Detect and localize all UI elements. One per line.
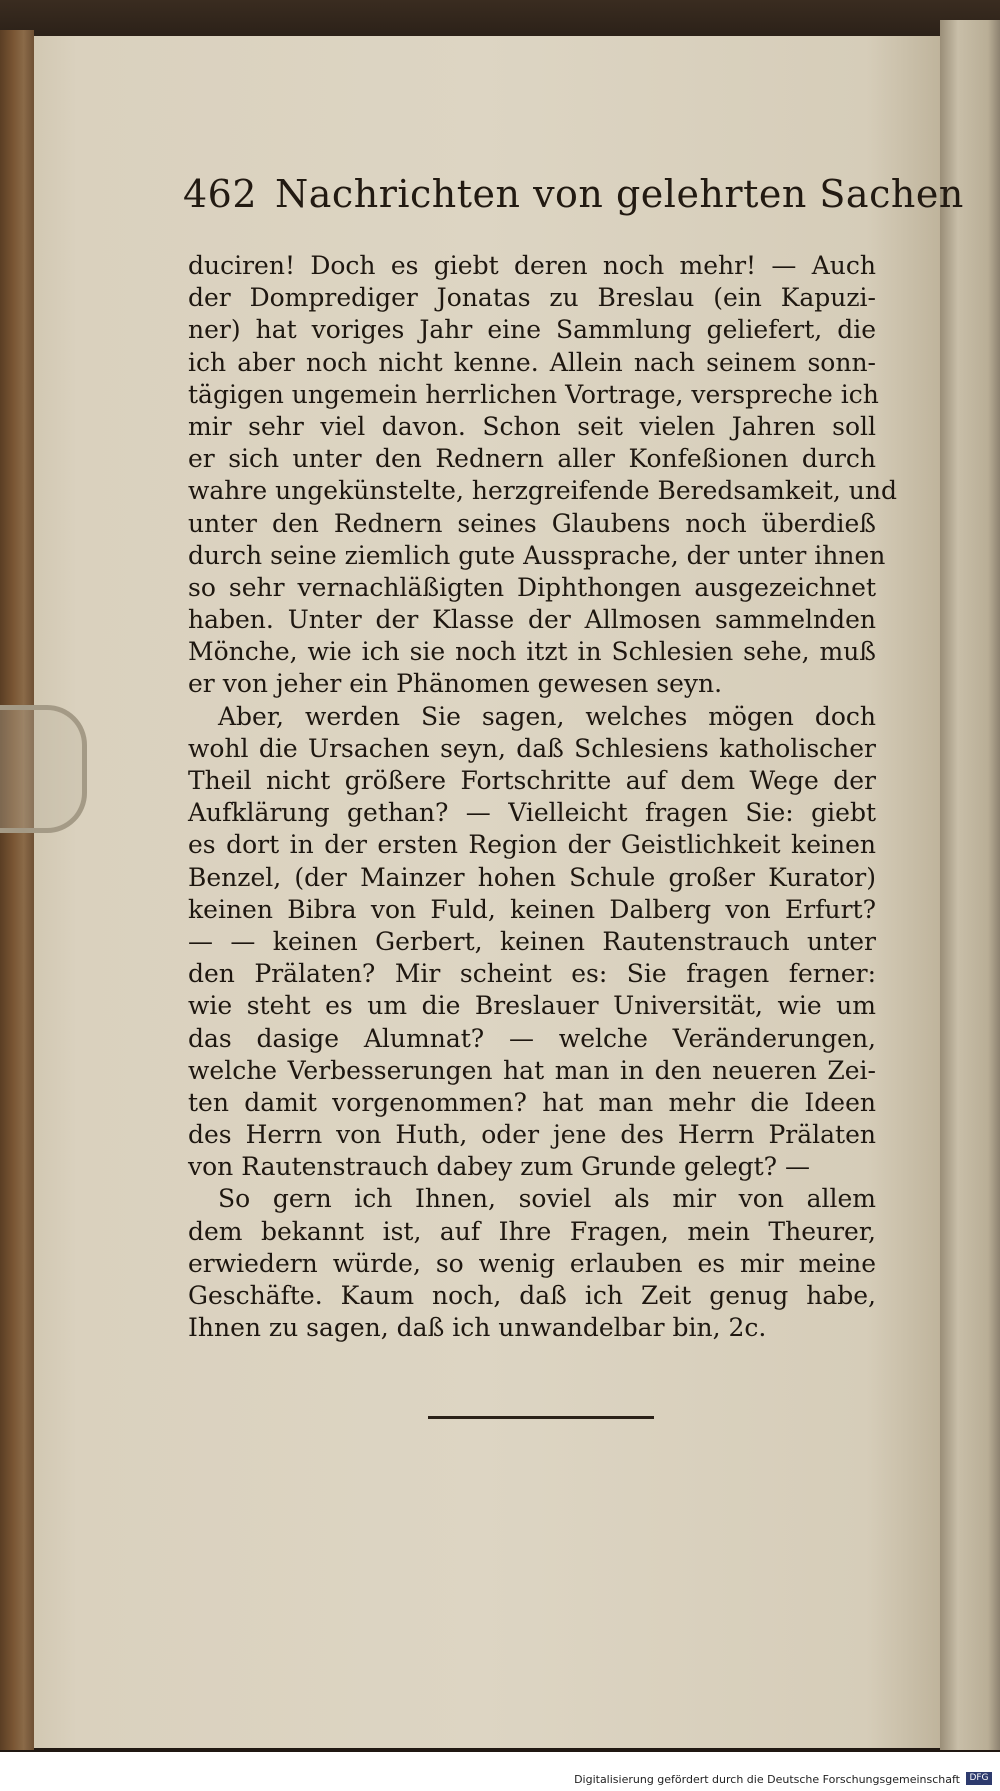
text-line: er von jeher ein Phänomen gewesen seyn. — [188, 669, 723, 699]
text-line: mir sehr viel davon. Schon seit vielen Jahren soll — [188, 411, 876, 441]
running-header — [183, 172, 964, 220]
text-line: so sehr vernachläßigten Diphthongen ausgezeichnet — [188, 572, 876, 602]
section-divider-rule — [428, 1416, 654, 1419]
text-line: duciren! Doch es giebt deren noch mehr! — Auch — [188, 251, 876, 280]
text-line: ich aber noch nicht kenne. Allein nach seinem sonn- — [188, 347, 876, 377]
book-clasp — [0, 705, 87, 833]
text-line: wie steht es um die Breslauer Universität, wie um — [188, 991, 876, 1021]
text-line: keinen Bibra von Fuld, keinen Dalberg von Erfurt? — [188, 894, 876, 924]
text-line: tägigen ungemein herrlichen Vortrage, verspreche ich — [188, 379, 879, 409]
text-line: Theil nicht größere Fortschritte auf dem Wege der — [188, 766, 876, 795]
text-line: unter den Rednern seines Glaubens noch überdieß — [188, 508, 876, 538]
text-line: das dasige Alumnat? — welche Veränderungen, — [188, 1023, 876, 1053]
text-line: ner) hat voriges Jahr eine Sammlung geliefert, die — [188, 315, 876, 345]
text-line: durch seine ziemlich gute Aussprache, der unter ihnen — [188, 540, 886, 570]
text-line: es dort in der ersten Region der Geistlichkeit keinen — [188, 830, 876, 860]
text-line: — — keinen Gerbert, keinen Rautenstrauch unter — [188, 926, 876, 956]
text-line: der Domprediger Jonatas zu Breslau (ein Kapuzi- — [188, 283, 876, 313]
book-spine-edge — [0, 30, 34, 1750]
text-line: erwiedern würde, so wenig erlauben es mir meine — [188, 1248, 876, 1278]
page-number: 462 — [183, 172, 258, 216]
digitization-credit: Digitalisierung gefördert durch die Deutsche Forschungsgemeinschaft — [574, 1773, 960, 1786]
text-line: er sich unter den Rednern aller Konfeßionen durch — [188, 444, 876, 474]
text-line: ten damit vorgenommen? hat man mehr die Ideen — [188, 1087, 876, 1117]
text-line: dem bekannt ist, auf Ihre Fragen, mein Theurer, — [188, 1216, 876, 1246]
dfg-logo: DFG — [966, 1772, 992, 1785]
text-line: welche Verbesserungen hat man in den neueren Zei- — [188, 1055, 876, 1085]
text-line: haben. Unter der Klasse der Allmosen sammelnden — [188, 605, 876, 635]
text-line: Benzel, (der Mainzer hohen Schule großer Kurator) — [188, 862, 876, 892]
text-line: Aufklärung gethan? — Vielleicht fragen Sie: giebt — [188, 798, 876, 828]
running-title: Nachrichten von gelehrten Sachen — [275, 172, 964, 216]
text-line: Aber, werden Sie sagen, welches mögen doch — [218, 701, 876, 731]
text-line: Geschäfte. Kaum noch, daß ich Zeit genug habe, — [188, 1281, 876, 1310]
text-line: So gern ich Ihnen, soviel als mir von allem — [218, 1184, 876, 1214]
text-line: wahre ungekünstelte, herzgreifende Beredsamkeit, und — [188, 476, 897, 506]
body-text — [188, 250, 897, 1344]
text-line: wohl die Ursachen seyn, daß Schlesiens katholischer — [188, 733, 876, 763]
text-line: von Rautenstrauch dabey zum Grunde gelegt? — — [188, 1152, 811, 1182]
text-line: den Prälaten? Mir scheint es: Sie fragen ferner: — [188, 959, 876, 989]
following-pages-edge — [940, 20, 1000, 1750]
text-line: des Herrn von Huth, oder jene des Herrn Prälaten — [188, 1120, 876, 1150]
text-line: Ihnen zu sagen, daß ich unwandelbar bin, 2c. — [188, 1313, 767, 1343]
text-line: Mönche, wie ich sie noch itzt in Schlesien sehe, muß — [188, 637, 876, 667]
book-cover-edge — [0, 0, 1000, 40]
